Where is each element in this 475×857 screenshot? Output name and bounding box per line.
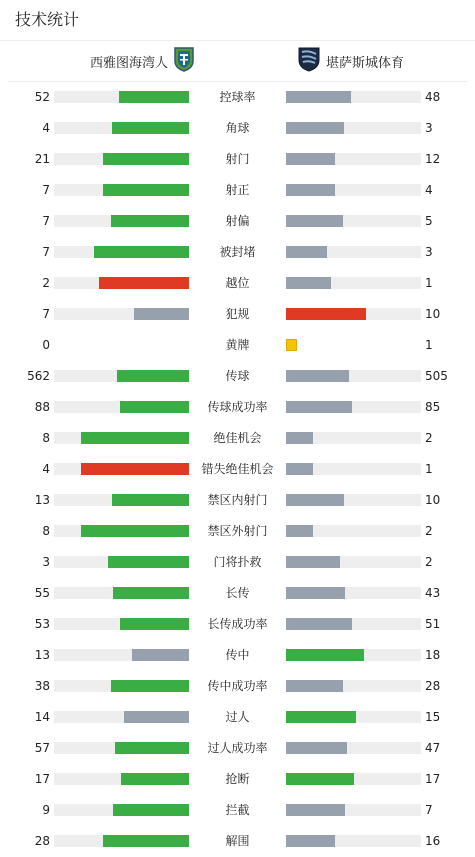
away-value: 5 bbox=[425, 214, 433, 228]
away-value: 12 bbox=[425, 152, 441, 166]
away-value: 10 bbox=[425, 307, 441, 321]
away-bar-track bbox=[286, 401, 421, 413]
stat-label: 射偏 bbox=[225, 214, 250, 228]
stat-row bbox=[0, 826, 475, 857]
home-bar-track bbox=[54, 680, 189, 692]
away-value: 16 bbox=[425, 834, 441, 848]
away-bar-fill bbox=[286, 153, 335, 165]
home-bar-fill bbox=[103, 153, 189, 165]
home-value: 17 bbox=[34, 772, 50, 786]
stats-table bbox=[0, 82, 475, 857]
away-bar-track bbox=[286, 525, 421, 537]
away-bar-fill bbox=[286, 835, 335, 847]
home-bar-fill bbox=[103, 184, 189, 196]
home-bar-track bbox=[54, 773, 189, 785]
home-bar-track bbox=[54, 525, 189, 537]
stat-row bbox=[0, 206, 475, 237]
stat-row bbox=[0, 175, 475, 206]
home-value: 4 bbox=[42, 462, 50, 476]
home-bar-track bbox=[54, 556, 189, 568]
away-bar-track bbox=[286, 91, 421, 103]
away-bar-track bbox=[286, 711, 421, 723]
home-value: 38 bbox=[34, 679, 50, 693]
home-bar-fill bbox=[81, 463, 189, 475]
away-bar-fill bbox=[286, 556, 340, 568]
away-bar-track bbox=[286, 618, 421, 630]
home-bar-fill bbox=[103, 835, 189, 847]
home-value: 14 bbox=[34, 710, 50, 724]
home-value: 88 bbox=[34, 400, 50, 414]
stat-row bbox=[0, 609, 475, 640]
stat-label: 角球 bbox=[225, 121, 250, 135]
home-value: 7 bbox=[42, 245, 50, 259]
away-bar-track bbox=[286, 494, 421, 506]
away-bar-fill bbox=[286, 804, 345, 816]
home-bar-fill bbox=[111, 680, 189, 692]
stat-label: 过人 bbox=[225, 710, 250, 724]
home-bar-fill bbox=[121, 773, 189, 785]
stat-row bbox=[0, 671, 475, 702]
home-bar-track bbox=[54, 184, 189, 196]
away-value: 17 bbox=[425, 772, 441, 786]
stat-label: 拦截 bbox=[225, 803, 250, 817]
stat-label: 抢断 bbox=[225, 772, 250, 786]
away-value: 3 bbox=[425, 121, 433, 135]
home-value: 52 bbox=[34, 90, 50, 104]
away-value: 48 bbox=[425, 90, 441, 104]
away-bar-fill bbox=[286, 525, 313, 537]
away-team[interactable] bbox=[292, 41, 404, 81]
stat-label: 长传成功率 bbox=[207, 617, 268, 631]
stat-row bbox=[0, 702, 475, 733]
away-value: 1 bbox=[425, 462, 433, 476]
home-bar-track bbox=[54, 153, 189, 165]
home-bar-fill bbox=[94, 246, 189, 258]
away-value: 18 bbox=[425, 648, 441, 662]
sporting-kc-crest-icon bbox=[297, 46, 321, 76]
home-bar-fill bbox=[119, 91, 189, 103]
home-bar-fill bbox=[112, 122, 189, 134]
stat-row bbox=[0, 113, 475, 144]
stat-label: 越位 bbox=[225, 276, 250, 290]
away-bar-track bbox=[286, 742, 421, 754]
away-value: 28 bbox=[425, 679, 441, 693]
home-bar-fill bbox=[81, 432, 189, 444]
stat-row bbox=[0, 764, 475, 795]
away-team-name: 堪萨斯城体育 bbox=[326, 55, 405, 71]
away-bar-fill bbox=[286, 711, 356, 723]
away-bar-track bbox=[286, 587, 421, 599]
stat-row bbox=[0, 82, 475, 113]
home-bar-track bbox=[54, 711, 189, 723]
home-value: 21 bbox=[34, 152, 50, 166]
away-bar-track bbox=[286, 432, 421, 444]
home-bar-track bbox=[54, 122, 189, 134]
stat-label: 传中成功率 bbox=[207, 679, 268, 693]
home-bar-track bbox=[54, 91, 189, 103]
home-bar-track bbox=[54, 835, 189, 847]
stat-label: 射正 bbox=[225, 183, 250, 197]
away-bar-fill bbox=[286, 184, 335, 196]
stat-row bbox=[0, 423, 475, 454]
away-bar-fill bbox=[286, 773, 354, 785]
home-value: 562 bbox=[27, 369, 50, 383]
stat-label: 射门 bbox=[225, 152, 250, 166]
away-value: 2 bbox=[425, 555, 433, 569]
away-bar-track bbox=[286, 649, 421, 661]
home-bar-fill bbox=[120, 401, 189, 413]
away-bar-track bbox=[286, 556, 421, 568]
home-value: 0 bbox=[42, 338, 50, 352]
away-bar-fill bbox=[286, 618, 352, 630]
home-bar-track bbox=[54, 432, 189, 444]
away-value: 43 bbox=[425, 586, 441, 600]
home-bar-fill bbox=[113, 587, 189, 599]
away-bar-track bbox=[286, 370, 421, 382]
away-bar-fill bbox=[286, 680, 343, 692]
stat-row bbox=[0, 268, 475, 299]
away-value: 2 bbox=[425, 524, 433, 538]
home-bar-fill bbox=[113, 804, 189, 816]
home-value: 55 bbox=[34, 586, 50, 600]
stat-row bbox=[0, 237, 475, 268]
away-bar-fill bbox=[286, 370, 349, 382]
away-bar-track bbox=[286, 308, 421, 320]
home-value: 28 bbox=[34, 834, 50, 848]
away-bar-track bbox=[286, 804, 421, 816]
home-team-name: 西雅图海湾人 bbox=[90, 55, 169, 71]
away-bar-fill bbox=[286, 649, 364, 661]
home-value: 57 bbox=[34, 741, 50, 755]
away-value: 4 bbox=[425, 183, 433, 197]
stat-row bbox=[0, 330, 475, 361]
away-value: 10 bbox=[425, 493, 441, 507]
stat-row bbox=[0, 547, 475, 578]
home-bar-track bbox=[54, 215, 189, 227]
home-bar-track bbox=[54, 401, 189, 413]
stat-row bbox=[0, 299, 475, 330]
away-bar-track bbox=[286, 680, 421, 692]
home-value: 53 bbox=[34, 617, 50, 631]
home-bar-track bbox=[54, 587, 189, 599]
away-value: 2 bbox=[425, 431, 433, 445]
stat-label: 禁区内射门 bbox=[207, 493, 268, 507]
home-bar-fill bbox=[112, 494, 189, 506]
away-value: 1 bbox=[425, 338, 433, 352]
away-bar-track bbox=[286, 184, 421, 196]
home-bar-fill bbox=[132, 649, 189, 661]
home-bar-track bbox=[54, 246, 189, 258]
stat-row bbox=[0, 454, 475, 485]
home-value: 9 bbox=[42, 803, 50, 817]
home-bar-fill bbox=[134, 308, 189, 320]
home-bar-fill bbox=[111, 215, 189, 227]
home-value: 8 bbox=[42, 524, 50, 538]
away-bar-track bbox=[286, 277, 421, 289]
away-value: 47 bbox=[425, 741, 441, 755]
away-bar-fill bbox=[286, 246, 327, 258]
away-value: 7 bbox=[425, 803, 433, 817]
teams-header bbox=[8, 41, 467, 82]
away-bar-track bbox=[286, 215, 421, 227]
away-bar-fill bbox=[286, 122, 344, 134]
stat-label: 门将扑救 bbox=[213, 555, 262, 569]
home-value: 7 bbox=[42, 307, 50, 321]
stat-label: 长传 bbox=[225, 586, 250, 600]
home-bar-track bbox=[54, 494, 189, 506]
seattle-sounders-crest-icon bbox=[173, 46, 195, 76]
stat-label: 传中 bbox=[225, 648, 250, 662]
away-bar-fill bbox=[286, 215, 343, 227]
away-value: 3 bbox=[425, 245, 433, 259]
away-bar-track bbox=[286, 835, 421, 847]
away-bar-fill bbox=[286, 91, 351, 103]
yellow-card-icon bbox=[286, 339, 297, 351]
stat-label: 传球成功率 bbox=[207, 400, 268, 414]
away-value: 15 bbox=[425, 710, 441, 724]
home-bar-fill bbox=[99, 277, 189, 289]
home-value: 7 bbox=[42, 183, 50, 197]
home-bar-track bbox=[54, 463, 189, 475]
away-bar-track bbox=[286, 773, 421, 785]
home-bar-fill bbox=[115, 742, 189, 754]
away-bar-fill bbox=[286, 494, 344, 506]
away-bar-fill bbox=[286, 432, 313, 444]
home-value: 4 bbox=[42, 121, 50, 135]
home-bar-fill bbox=[117, 370, 189, 382]
stat-label: 控球率 bbox=[219, 90, 256, 104]
stat-row bbox=[0, 485, 475, 516]
home-bar-track bbox=[54, 370, 189, 382]
away-bar-fill bbox=[286, 401, 352, 413]
home-bar-track bbox=[54, 742, 189, 754]
stat-label: 被封堵 bbox=[219, 245, 256, 259]
stat-row bbox=[0, 733, 475, 764]
page-title: 技术统计 bbox=[0, 0, 475, 41]
away-value: 85 bbox=[425, 400, 441, 414]
home-value: 13 bbox=[34, 493, 50, 507]
home-value: 7 bbox=[42, 214, 50, 228]
stat-row bbox=[0, 578, 475, 609]
home-value: 13 bbox=[34, 648, 50, 662]
away-value: 505 bbox=[425, 369, 448, 383]
away-bar-fill bbox=[286, 587, 345, 599]
stat-row bbox=[0, 392, 475, 423]
home-bar-track bbox=[54, 277, 189, 289]
stat-label: 黄牌 bbox=[225, 338, 250, 352]
stat-label: 错失绝佳机会 bbox=[201, 462, 274, 476]
home-team[interactable] bbox=[90, 41, 200, 81]
home-value: 3 bbox=[42, 555, 50, 569]
stat-row bbox=[0, 795, 475, 826]
stat-row bbox=[0, 361, 475, 392]
away-bar-fill bbox=[286, 308, 366, 320]
home-value: 8 bbox=[42, 431, 50, 445]
home-bar-fill bbox=[120, 618, 189, 630]
home-bar-fill bbox=[108, 556, 189, 568]
stat-label: 过人成功率 bbox=[207, 741, 268, 755]
away-bar-track bbox=[286, 153, 421, 165]
home-bar-track bbox=[54, 649, 189, 661]
home-bar-track bbox=[54, 308, 189, 320]
away-bar-track bbox=[286, 246, 421, 258]
home-bar-fill bbox=[124, 711, 189, 723]
home-bar-track bbox=[54, 804, 189, 816]
away-value: 1 bbox=[425, 276, 433, 290]
stat-label: 传球 bbox=[225, 369, 250, 383]
stat-label: 解围 bbox=[225, 834, 250, 848]
home-bar-fill bbox=[81, 525, 189, 537]
stat-row bbox=[0, 516, 475, 547]
away-bar-track bbox=[286, 122, 421, 134]
stat-row bbox=[0, 640, 475, 671]
stat-label: 禁区外射门 bbox=[207, 524, 268, 538]
away-bar-track bbox=[286, 463, 421, 475]
away-bar-fill bbox=[286, 742, 347, 754]
stat-label: 绝佳机会 bbox=[213, 431, 262, 445]
home-value: 2 bbox=[42, 276, 50, 290]
away-bar-fill bbox=[286, 463, 313, 475]
stat-row bbox=[0, 144, 475, 175]
stat-label: 犯规 bbox=[225, 307, 250, 321]
away-bar-fill bbox=[286, 277, 331, 289]
home-bar-track bbox=[54, 618, 189, 630]
away-value: 51 bbox=[425, 617, 441, 631]
